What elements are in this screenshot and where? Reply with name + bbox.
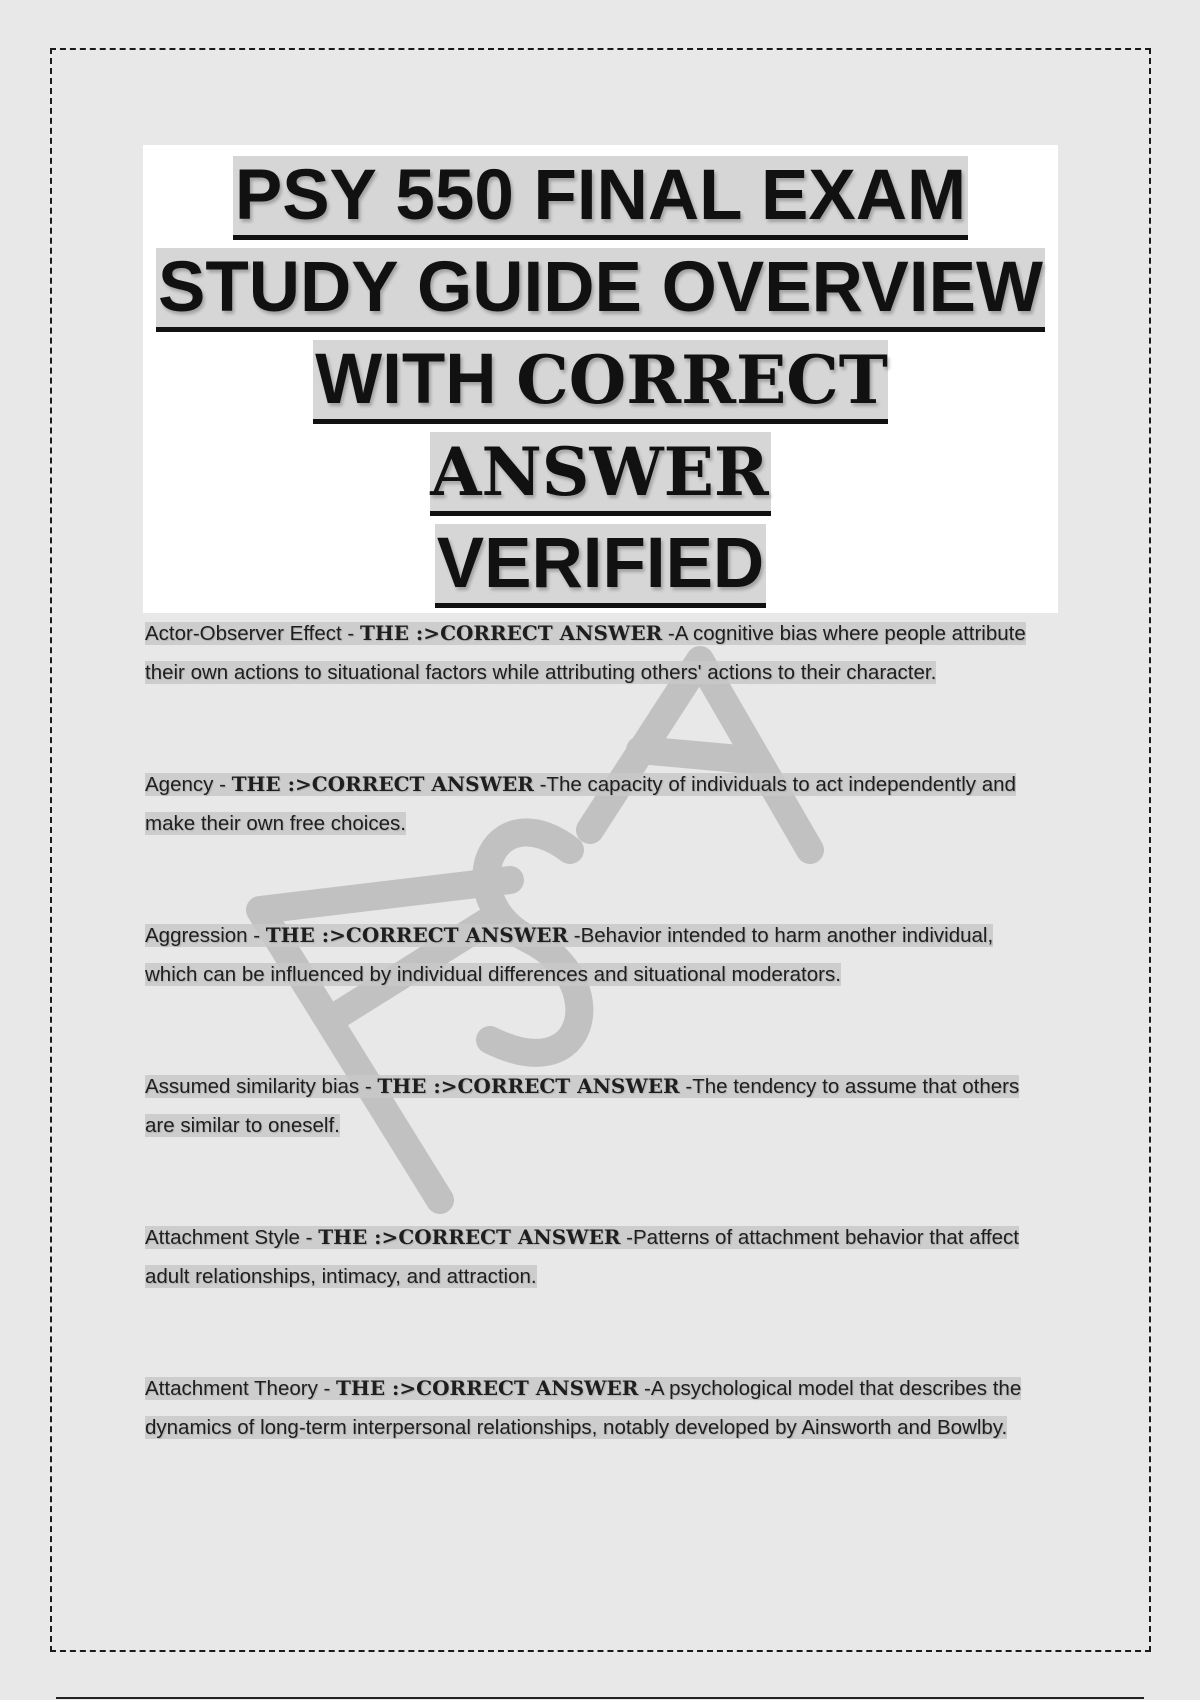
entry-definition: -Behavior intended to harm another individual, which can be influenced by individual differences and situational moderators. xyxy=(145,924,994,986)
list-item xyxy=(145,916,1050,994)
entry-definition: -Patterns of attachment behavior that affect adult relationships, intimacy, and attraction. xyxy=(145,1226,1019,1288)
entry-definition: -The tendency to assume that others are similar to oneself. xyxy=(145,1075,1020,1137)
entry-answer-prefix: THE :>CORRECT ANSWER xyxy=(318,1225,621,1249)
entry-term: Attachment Theory - xyxy=(145,1377,337,1400)
document-title xyxy=(143,150,1058,610)
entry-term: Agency - xyxy=(145,773,232,796)
entry-term: Aggression - xyxy=(145,924,266,947)
flashcard-list xyxy=(145,614,1050,1520)
entry-answer-prefix: THE :>CORRECT ANSWER xyxy=(359,621,663,645)
list-item xyxy=(145,1218,1050,1296)
list-item xyxy=(145,1369,1050,1447)
title-line-4: VERIFIED xyxy=(143,518,1058,610)
entry-term: Actor-Observer Effect - xyxy=(145,622,360,645)
entry-answer-prefix: THE :>CORRECT ANSWER xyxy=(231,772,534,796)
entry-definition: -A psychological model that describes the dynamics of long-term interpersonal relationships, notably developed by Ainsworth and Bowlby. xyxy=(145,1377,1022,1439)
title-line-3 xyxy=(143,334,1058,518)
title-line-3-plain: WITH xyxy=(315,340,497,419)
list-item xyxy=(145,614,1050,692)
entry-answer-prefix: THE :>CORRECT ANSWER xyxy=(265,923,569,947)
entry-definition: -A cognitive bias where people attribute their own actions to situational factors while attributing others' actions to their character. xyxy=(145,622,1026,684)
entry-answer-prefix: THE :>CORRECT ANSWER xyxy=(336,1376,639,1400)
entry-term: Attachment Style - xyxy=(145,1226,319,1249)
entry-definition: -The capacity of individuals to act independently and make their own free choices. xyxy=(145,773,1016,835)
title-line-2: STUDY GUIDE OVERVIEW xyxy=(143,242,1058,334)
title-line-3-gothic: CORRECT ANSWER xyxy=(430,341,888,511)
list-item xyxy=(145,1067,1050,1145)
entry-answer-prefix: THE :>CORRECT ANSWER xyxy=(377,1074,680,1098)
list-item xyxy=(145,765,1050,843)
title-line-1: PSY 550 FINAL EXAM xyxy=(143,150,1058,242)
bottom-rule xyxy=(56,1697,1144,1699)
entry-term: Assumed similarity bias - xyxy=(145,1075,378,1098)
